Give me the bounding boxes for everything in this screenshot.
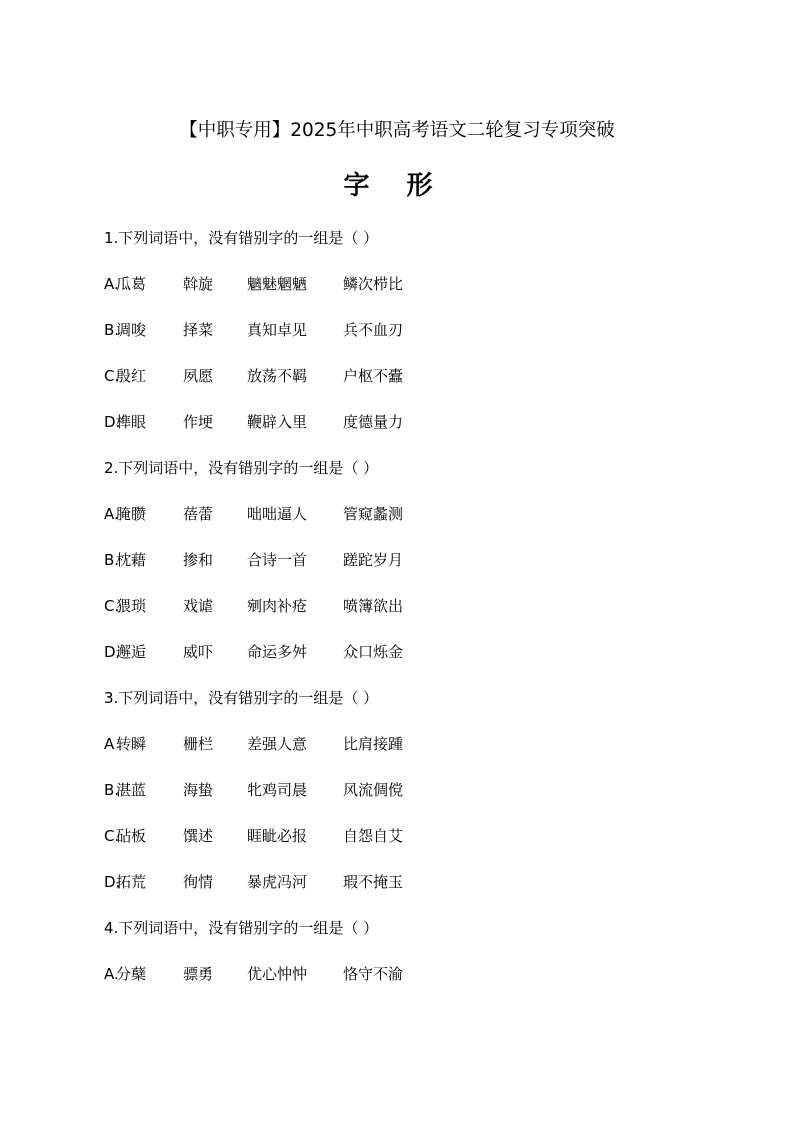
option-letter: A [104,735,115,753]
option-word: 海蛰 [183,781,214,799]
option-word: 命运多舛 [247,643,308,661]
option-word: 徇情 [183,873,214,891]
question-3-stem: 3.下列词语中，没有错别字的一组是（ ） [104,689,379,707]
option-word: 恪守不渝 [343,965,404,983]
option-word: 管窥蠡测 [343,505,404,523]
option-word: 腌臜 [116,505,147,523]
option-word: 自怨自艾 [343,827,404,845]
option-letter: B. [104,551,120,569]
option-word: 咄咄逼人 [247,505,308,523]
option-word: 邂逅 [116,643,147,661]
option-word: 馔述 [183,827,214,845]
option-letter: C. [104,367,120,385]
option-word: 暴虎冯河 [247,873,308,891]
question-stem [104,916,378,940]
option-word: 分蘖 [116,965,147,983]
option-letter: B. [104,781,120,799]
question-2-stem: 2.下列词语中，没有错别字的一组是（ ） [104,459,379,477]
option-letter: A. [104,505,119,523]
option-word: 差强人意 [247,735,308,753]
option-letter: A. [104,965,119,983]
option-word: 风流倜傥 [343,781,404,799]
option-letter: D. [104,873,121,891]
option-word: 户枢不蠹 [343,367,404,385]
option-word: 喷簿欲出 [343,597,404,615]
option-word: 掺和 [183,551,214,569]
option-word: 合诗一首 [247,551,308,569]
option-word: 蹉跎岁月 [343,551,404,569]
option-letter: D. [104,413,121,431]
option-word: 睚眦必报 [247,827,308,845]
option-word: 真知卓见 [247,321,308,339]
option-word: 蓓蕾 [183,505,214,523]
option-word: 优心忡忡 [247,965,308,983]
option-word: 戏谑 [183,597,214,615]
option-word: 剜肉补疮 [247,597,308,615]
option-word: 斡旋 [183,275,214,293]
option-word: 放荡不羁 [247,367,308,385]
option-word: 骠勇 [183,965,214,983]
option-word: 殷红 [116,367,147,385]
option-word: 比肩接踵 [343,735,404,753]
option-word: 威吓 [183,643,214,661]
option-word: 榫眼 [116,413,147,431]
option-word: 夙愿 [183,367,214,385]
option-word: 栅栏 [183,735,214,753]
option-word: 转瞬 [116,735,147,753]
option-word: 猥琐 [116,597,147,615]
option-word: 拓荒 [116,873,147,891]
option-word: 调唆 [116,321,147,339]
option-word: 砧板 [116,827,147,845]
question-stem [104,686,378,710]
option-word: 枕藉 [116,551,147,569]
option-word: 作埂 [183,413,214,431]
option-letter: C. [104,597,120,615]
option-word: 湛蓝 [116,781,147,799]
document-title: 【中职专用】2025年中职高考语文二轮复习专项突破 [179,120,615,141]
option-word: 鞭辟入里 [247,413,308,431]
option-word: 兵不血刃 [343,321,404,339]
option-word: 众口烁金 [343,643,404,661]
option-word: 瓜葛 [116,275,147,293]
question-stem [104,456,378,480]
question-stem [104,226,378,250]
option-word: 择菜 [183,321,214,339]
option-word: 魑魅魍魉 [247,275,308,293]
option-letter: D. [104,643,121,661]
option-word: 瑕不掩玉 [343,873,404,891]
option-letter: C. [104,827,120,845]
question-4-stem: 4.下列词语中，没有错别字的一组是（ ） [104,919,379,937]
option-word: 鳞次栉比 [343,275,404,293]
option-letter: B. [104,321,120,339]
document-subtitle: 字 形 [343,171,447,201]
option-letter: A. [104,275,119,293]
option-word: 度德量力 [343,413,404,431]
question-1-stem: 1.下列词语中，没有错别字的一组是（ ） [104,229,379,247]
option-word: 牝鸡司晨 [247,781,308,799]
